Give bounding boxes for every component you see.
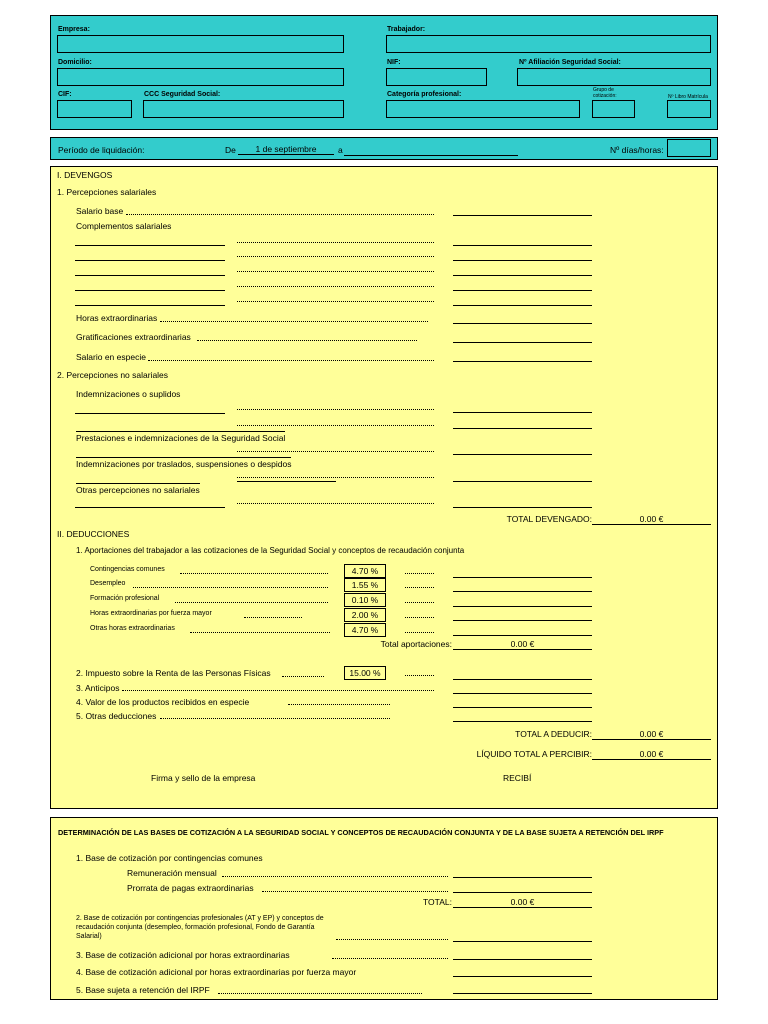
aportacion-dots xyxy=(244,617,302,618)
salario-base-label: Salario base xyxy=(76,206,124,216)
base3-dots xyxy=(332,958,448,959)
cif-label: CIF: xyxy=(58,91,72,98)
aportacion-pct: 1.55 % xyxy=(344,578,386,592)
prestaciones-amount[interactable] xyxy=(453,454,592,455)
complemento-concept[interactable] xyxy=(75,290,225,291)
ccc-label: CCC Seguridad Social: xyxy=(144,91,221,98)
trabajador-field[interactable] xyxy=(386,35,711,53)
indemnizaciones-amount[interactable] xyxy=(453,428,592,429)
recibi-label: RECIBÍ xyxy=(503,773,532,783)
cif-field[interactable] xyxy=(57,100,132,118)
remuneracion-label: Remuneración mensual xyxy=(127,868,217,878)
complemento-concept[interactable] xyxy=(75,275,225,276)
complemento-amount[interactable] xyxy=(453,260,592,261)
irpf-pct: 15.00 % xyxy=(344,666,386,680)
empresa-field[interactable] xyxy=(57,35,344,53)
bases-total-value: 0.00 € xyxy=(453,897,592,908)
indemnizaciones-dots xyxy=(237,425,434,426)
aportacion-amount-dots xyxy=(405,602,434,603)
base2-label: 2. Base de cotización por contingencias profesionales (AT y EP) y conceptos de recaudación conjunta (desempleo, formación profesional, Fondo de Garantía Salarial) xyxy=(76,915,324,941)
dias-field[interactable] xyxy=(667,139,711,157)
nif-field[interactable] xyxy=(386,68,487,86)
productos-dots xyxy=(288,704,390,705)
aportacion-amount-dots xyxy=(405,587,434,588)
liquido-value: 0.00 € xyxy=(592,749,711,760)
empresa-label: Empresa: xyxy=(58,26,90,33)
no-salariales-heading: 2. Percepciones no salariales xyxy=(57,370,169,380)
prestaciones-label: Prestaciones e indemnizaciones de la Seguridad Social xyxy=(76,433,286,443)
aportacion-amount[interactable] xyxy=(453,635,592,636)
gratificaciones-amount[interactable] xyxy=(453,342,592,343)
total-deducir-value: 0.00 € xyxy=(592,729,711,740)
base2-amount[interactable] xyxy=(453,941,592,942)
irpf-amount[interactable] xyxy=(453,679,592,680)
prorrata-amount[interactable] xyxy=(453,892,592,893)
aportacion-label: Contingencias comunes xyxy=(90,566,165,573)
grupo-label: Grupo de cotización: xyxy=(593,87,617,99)
complemento-concept[interactable] xyxy=(75,245,225,246)
base5-amount[interactable] xyxy=(453,993,592,994)
complemento-concept[interactable] xyxy=(75,260,225,261)
complemento-amount[interactable] xyxy=(453,305,592,306)
aportacion-amount[interactable] xyxy=(453,620,592,621)
complemento-dots xyxy=(237,242,434,243)
aportacion-amount-dots xyxy=(405,632,434,633)
aportacion-amount-dots xyxy=(405,573,434,574)
horas-extra-dots xyxy=(160,321,428,322)
afiliacion-field[interactable] xyxy=(517,68,711,86)
aportacion-label: Formación profesional xyxy=(90,595,160,602)
productos-amount[interactable] xyxy=(453,707,592,708)
periodo-a-label: a xyxy=(338,145,343,155)
total-deducir-label: TOTAL A DEDUCIR: xyxy=(515,729,592,739)
categoria-field[interactable] xyxy=(386,100,580,118)
aportaciones-heading: 1. Aportaciones del trabajador a las cotizaciones de la Seguridad Social y conceptos de recaudación conjunta xyxy=(76,546,465,555)
anticipos-amount[interactable] xyxy=(453,693,592,694)
domicilio-field[interactable] xyxy=(57,68,344,86)
bases-total-label: TOTAL: xyxy=(423,897,452,907)
irpf-amount-dots xyxy=(405,675,434,676)
libro-label: Nº Libro Matrícula xyxy=(668,94,708,100)
periodo-label: Período de liquidación: xyxy=(58,145,145,155)
total-devengado-label: TOTAL DEVENGADO: xyxy=(506,514,592,524)
aportacion-dots xyxy=(190,632,330,633)
otras-percepciones-label: Otras percepciones no salariales xyxy=(76,485,200,495)
total-aportaciones-value: 0.00 € xyxy=(453,639,592,650)
domicilio-label: Domicilio: xyxy=(58,59,92,66)
irpf-label: 2. Impuesto sobre la Renta de las Personas Físicas xyxy=(76,668,271,678)
dias-label: Nº días/horas: xyxy=(610,145,664,155)
periodo-hasta-field[interactable] xyxy=(344,155,518,156)
aportacion-amount[interactable] xyxy=(453,591,592,592)
complemento-dots xyxy=(237,271,434,272)
gratificaciones-label: Gratificaciones extraordinarias xyxy=(76,332,191,342)
otras-deducciones-amount[interactable] xyxy=(453,721,592,722)
otras-percepciones-concept[interactable] xyxy=(75,507,225,508)
indemnizaciones-dots xyxy=(237,409,434,410)
total-devengado-value: 0.00 € xyxy=(592,514,711,525)
afiliacion-label: Nº Afiliación Seguridad Social: xyxy=(519,59,621,66)
especie-amount[interactable] xyxy=(453,361,592,362)
base4-amount[interactable] xyxy=(453,976,592,977)
traslados-label: Indemnizaciones por traslados, suspensiones o despidos xyxy=(76,459,292,469)
indemnizaciones-label: Indemnizaciones o suplidos xyxy=(76,389,181,399)
complemento-dots xyxy=(237,256,434,257)
nif-label: NIF: xyxy=(387,59,401,66)
aportacion-pct: 4.70 % xyxy=(344,564,386,578)
trabajador-label: Trabajador: xyxy=(387,26,426,33)
remuneracion-amount[interactable] xyxy=(453,877,592,878)
ccc-field[interactable] xyxy=(143,100,344,118)
aportacion-amount-dots xyxy=(405,617,434,618)
indemnizaciones-concept[interactable] xyxy=(75,413,225,414)
complemento-concept[interactable] xyxy=(75,305,225,306)
base4-label: 4. Base de cotización adicional por horas extraordinarias por fuerza mayor xyxy=(76,967,357,977)
prorrata-dots xyxy=(262,891,448,892)
otras-deducciones-dots xyxy=(160,718,390,719)
traslados-dots xyxy=(237,477,434,478)
prorrata-label: Prorrata de pagas extraordinarias xyxy=(127,883,254,893)
bases-title: DETERMINACIÓN DE LAS BASES DE COTIZACIÓN A LA SEGURIDAD SOCIAL Y CONCEPTOS DE RECAUDACIÓN CONJUNTA Y DE LA BASE SUJETA A RETENCIÓN DEL IRPF xyxy=(58,828,664,837)
complemento-amount[interactable] xyxy=(453,245,592,246)
base2-dots xyxy=(336,939,448,940)
aportacion-label: Desempleo xyxy=(90,580,126,587)
otras-percepciones-dots xyxy=(237,503,434,504)
productos-label: 4. Valor de los productos recibidos en especie xyxy=(76,697,250,707)
prestaciones-dots xyxy=(237,451,434,452)
horas-extra-label: Horas extraordinarias xyxy=(76,313,158,323)
grupo-field[interactable] xyxy=(592,100,635,118)
libro-field[interactable] xyxy=(667,100,711,118)
periodo-desde-value[interactable]: 1 de septiembre xyxy=(238,144,334,155)
base3-label: 3. Base de cotización adicional por horas extraordinarias xyxy=(76,950,290,960)
traslados-amount[interactable] xyxy=(453,481,592,482)
categoria-label: Categoría profesional: xyxy=(387,91,462,98)
complemento-dots xyxy=(237,301,434,302)
salario-base-amount[interactable] xyxy=(453,215,592,216)
devengos-title: I. DEVENGOS xyxy=(57,170,113,180)
aportacion-pct: 4.70 % xyxy=(344,623,386,637)
complemento-amount[interactable] xyxy=(453,275,592,276)
base1-label: 1. Base de cotización por contingencias comunes xyxy=(76,853,263,863)
indemnizaciones-amount[interactable] xyxy=(453,412,592,413)
aportacion-pct: 2.00 % xyxy=(344,608,386,622)
horas-extra-amount[interactable] xyxy=(453,323,592,324)
aportacion-amount[interactable] xyxy=(453,577,592,578)
liquido-label: LÍQUIDO TOTAL A PERCIBIR: xyxy=(476,749,592,759)
firma-label: Firma y sello de la empresa xyxy=(151,773,256,783)
complemento-amount[interactable] xyxy=(453,290,592,291)
base5-dots xyxy=(218,993,422,994)
complemento-dots xyxy=(237,286,434,287)
remuneracion-dots xyxy=(222,876,448,877)
salario-base-dots xyxy=(126,214,434,215)
aportacion-label: Horas extraordinarias por fuerza mayor xyxy=(90,610,212,617)
base3-amount[interactable] xyxy=(453,959,592,960)
aportacion-dots xyxy=(180,573,328,574)
total-aportaciones-label: Total aportaciones: xyxy=(380,639,452,649)
anticipos-label: 3. Anticipos xyxy=(76,683,120,693)
traslados-concept[interactable] xyxy=(237,481,336,482)
especie-label: Salario en especie xyxy=(76,352,146,362)
otras-deducciones-label: 5. Otras deducciones xyxy=(76,711,157,721)
deducciones-title: II. DEDUCCIONES xyxy=(57,529,130,539)
aportacion-pct: 0.10 % xyxy=(344,593,386,607)
periodo-de-label: De xyxy=(225,145,236,155)
aportacion-dots xyxy=(175,602,328,603)
aportacion-amount[interactable] xyxy=(453,606,592,607)
complementos-label: Complementos salariales xyxy=(76,221,172,231)
salariales-heading: 1. Percepciones salariales xyxy=(57,187,157,197)
gratificaciones-dots xyxy=(197,340,417,341)
base5-label: 5. Base sujeta a retención del IRPF xyxy=(76,985,210,995)
anticipos-dots xyxy=(122,690,434,691)
aportacion-dots xyxy=(133,587,328,588)
irpf-dots xyxy=(282,676,324,677)
otras-percepciones-amount[interactable] xyxy=(453,507,592,508)
especie-dots xyxy=(148,360,434,361)
aportacion-label: Otras horas extraordinarias xyxy=(90,625,175,632)
